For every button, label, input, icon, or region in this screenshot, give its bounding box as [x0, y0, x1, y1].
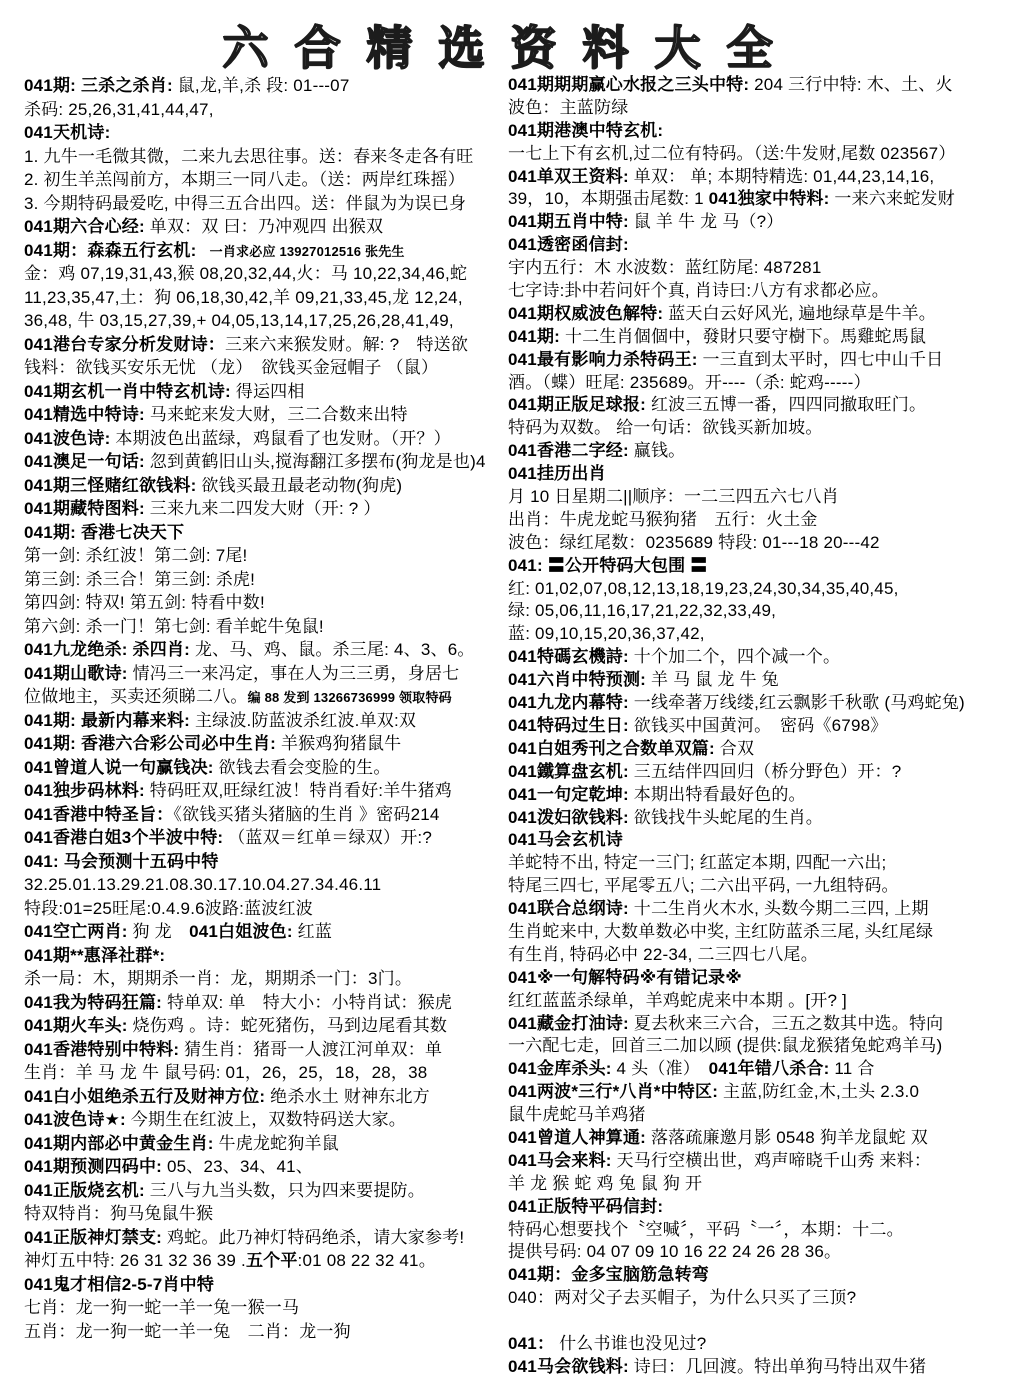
line-heading-segment: 041泼妇欲钱料:	[508, 807, 629, 827]
line-text-segment: 落落疏廉邀月影 0548 狗羊龙鼠蛇 双	[646, 1127, 928, 1147]
text-line	[24, 1132, 506, 1156]
line-text-segment: 今期生在红波上，双数特码送大家。	[125, 1110, 406, 1129]
text-line	[508, 578, 1021, 601]
text-line	[24, 286, 506, 310]
line-heading-segment: 五个平	[245, 1251, 298, 1270]
line-text-segment: 生肖：羊 马 龙 牛 鼠号码: 01，26，25，18，28，38	[24, 1063, 428, 1082]
line-heading-segment: 041挂历出肖	[508, 464, 606, 484]
line-text-segment: 马来蛇来发大财，三二合数来出特	[144, 405, 408, 424]
text-line	[24, 991, 506, 1015]
text-line	[24, 873, 506, 897]
line-text-segment: 蓝天白云好风光, 遍地绿草是牛羊。	[663, 303, 937, 323]
line-text-segment: :01 08 22 32 41。	[297, 1251, 436, 1270]
line-text-segment: 一肖求必应 13927012516 张先生	[196, 243, 405, 259]
line-heading-segment: 041：	[508, 1333, 555, 1353]
line-heading-segment: 041我为特码狂篇:	[24, 992, 163, 1012]
text-line	[24, 756, 506, 780]
line-text-segment: 狗 龙	[127, 922, 190, 941]
line-text-segment: 位做地主，买卖还须睇二八。	[24, 687, 248, 706]
text-line	[24, 1296, 506, 1320]
line-text-segment: 杀一局：木，期期杀一肖：龙，期期杀一门：3门。	[24, 969, 413, 988]
text-line	[24, 803, 506, 827]
line-text-segment: 生肖蛇来中, 大数单数必中奖, 主红防蓝杀三尾, 头红尾绿	[508, 921, 934, 941]
line-heading-segment: 041最有影响力杀特码王:	[508, 349, 698, 369]
page-title: 六合精选资料大全	[222, 22, 799, 74]
text-line	[508, 829, 1021, 852]
line-heading-segment: 041香港二字经:	[508, 441, 629, 461]
line-heading-segment: 041白姐波色:	[189, 922, 293, 941]
text-line	[508, 646, 1021, 669]
line-text-segment: 金：鸡 07,19,31,43,猴 08,20,32,44,火：马 10,22,34,46,蛇	[24, 264, 468, 283]
text-line	[508, 120, 1021, 143]
text-line	[508, 280, 1021, 303]
text-line	[508, 1104, 1021, 1127]
line-text-segment: 钱料：欲钱买安乐无忧 （龙） 欲钱买金冠帽子 （鼠）	[24, 358, 439, 377]
text-line	[508, 1310, 1021, 1333]
line-text-segment: 三五结伴四回归（桥分野色）开：?	[628, 761, 902, 781]
text-line	[24, 74, 506, 98]
line-text-segment: 主蓝,防红金,木,土头 2.3.0	[718, 1082, 920, 1102]
text-line	[508, 852, 1021, 875]
text-line	[24, 521, 506, 545]
text-line	[24, 1155, 506, 1179]
line-text-segment: 05、23、34、41、	[162, 1157, 313, 1176]
text-line	[24, 568, 506, 592]
text-line	[24, 1273, 506, 1297]
text-line	[508, 967, 1021, 990]
text-line	[24, 1179, 506, 1203]
line-text-segment: 羊 龙 猴 蛇 鸡 兔 鼠 狗 开	[508, 1173, 703, 1193]
line-heading-segment: 041鬼才相信2-5-7肖中特	[24, 1274, 215, 1294]
line-heading-segment: 041天机诗:	[24, 123, 111, 142]
line-text-segment: 特尾三四七, 平尾零五八; 二六出平码, 一九组特码。	[508, 876, 899, 896]
line-text-segment: 36,48, 牛 03,15,27,39,+ 04,05,13,14,17,25,26,28,41,49,	[24, 311, 454, 330]
line-heading-segment: 041六肖中特预测:	[508, 670, 647, 690]
line-text-segment: 十个加二个，四个减一个。	[628, 647, 841, 667]
line-text-segment: 羊猴鸡狗猪鼠牛	[276, 734, 402, 753]
line-heading-segment: 041期: 香港七决天下	[24, 522, 185, 542]
text-line	[24, 1249, 506, 1273]
line-text-segment: 蓝: 09,10,15,20,36,37,42,	[508, 624, 705, 644]
text-line	[508, 440, 1021, 463]
line-heading-segment: 041一句定乾坤:	[508, 784, 629, 804]
line-heading-segment: 041期藏特图料:	[24, 499, 145, 518]
content-columns	[0, 74, 1021, 1379]
line-heading-segment: 041期: 香港六合彩公司必中生肖:	[24, 734, 277, 753]
line-heading-segment: 041期六合心经:	[24, 217, 145, 236]
line-text-segment: 宇内五行：木 水波数：蓝红防尾: 487281	[508, 258, 822, 278]
line-text-segment: 040：两对父子去买帽子，为什么只买了三顶?	[508, 1288, 857, 1308]
line-text-segment: 龙、马、鸡、鼠。杀三尾: 4、3、6。	[190, 640, 475, 659]
text-line	[24, 121, 506, 145]
text-line	[24, 944, 506, 968]
line-text-segment: 本期波色出蓝绿，鸡鼠看了也发财。（开？）	[110, 428, 451, 448]
line-text-segment: 第四剑: 特双! 第五剑: 特看中数!	[24, 593, 265, 612]
text-line	[508, 349, 1021, 372]
line-text-segment: 绿: 05,06,11,16,17,21,22,32,33,49,	[508, 601, 777, 621]
line-text-segment: 32.25.01.13.29.21.08.30.17.10.04.27.34.46.11	[24, 875, 382, 894]
text-line	[508, 669, 1021, 692]
line-text-segment: 波色：绿红尾数：0235689 特段: 01---18 20---42	[508, 532, 880, 552]
line-heading-segment: 041精选中特诗:	[24, 405, 145, 424]
text-line	[24, 1014, 506, 1038]
text-line	[508, 326, 1021, 349]
text-line	[508, 1196, 1021, 1219]
text-line	[508, 188, 1021, 211]
line-text-segment: 一线牵著万线缕,红云飘影千秋歌 (马鸡蛇兔)	[628, 693, 965, 713]
line-heading-segment: 041期玄机一肖中特玄机诗:	[24, 381, 231, 401]
text-line	[508, 486, 1021, 509]
line-heading-segment: 041藏金打油诗:	[508, 1013, 629, 1033]
line-text-segment: 第六剑: 杀一门！第七剑: 看羊蛇牛兔鼠!	[24, 616, 324, 636]
line-heading-segment: 041特码过生日:	[508, 715, 629, 735]
line-heading-segment: 041期：金多宝脑筋急转弯	[508, 1265, 709, 1285]
line-text-segment: 一六配七走，回首三二加以顾 (提供:鼠龙猴猪兔蛇鸡羊马)	[508, 1036, 943, 1056]
text-line	[508, 1081, 1021, 1104]
line-text-segment: 单双： 单; 本期特精选: 01,44,23,14,16,	[628, 166, 935, 186]
text-line	[508, 761, 1021, 784]
line-text-segment: 红红蓝蓝杀绿单，羊鸡蛇虎来中本期 。[开? ]	[508, 990, 847, 1010]
line-text-segment: 特码心想要找个〝空喊〞，平码〝一〞，本期：十二。	[508, 1219, 904, 1239]
line-heading-segment: 041独家中特料:	[708, 189, 830, 209]
text-line	[508, 1219, 1021, 1242]
line-text-segment: 欲钱买中国黄河。 密码《6798》	[628, 715, 888, 735]
text-line	[508, 1287, 1021, 1310]
text-line	[508, 875, 1021, 898]
text-line	[24, 474, 506, 498]
line-text-segment: 赢钱。	[628, 441, 686, 461]
line-text-segment: 烧伤鸡 。诗：蛇死猪伤，马到边尾看其数	[127, 1016, 448, 1035]
line-heading-segment: 041九龙绝杀: 杀四肖:	[24, 640, 191, 659]
text-line	[24, 380, 506, 404]
line-heading-segment: 041期正版足球报:	[508, 395, 647, 415]
text-line	[508, 898, 1021, 921]
line-heading-segment: 041曾道人神算通:	[508, 1127, 647, 1147]
line-heading-segment: 041: 〓公开特码大包围 〓	[508, 555, 708, 575]
line-heading-segment: 041联合总纲诗:	[508, 899, 629, 919]
text-line	[508, 303, 1021, 326]
text-line	[508, 532, 1021, 555]
line-text-segment: 4 头（准）	[611, 1059, 709, 1079]
text-line	[24, 1320, 506, 1344]
line-text-segment: 鼠牛虎蛇马羊鸡猪	[508, 1105, 646, 1125]
line-text-segment: 特单双: 单 特大小：小特肖试：猴虎	[162, 992, 452, 1012]
line-heading-segment: 041曾道人说一句赢钱决:	[24, 757, 214, 777]
line-text-segment: 十二生肖火木水, 头数今期二三四, 上期	[628, 899, 929, 919]
line-heading-segment: 041香港特别中特料:	[24, 1039, 180, 1059]
line-heading-segment: 041期权威波色解特:	[508, 303, 664, 323]
line-text-segment: 第一剑: 杀红波！第二剑: 7尾!	[24, 546, 248, 565]
line-heading-segment: 041香港中特圣旨：	[24, 804, 174, 824]
text-line	[24, 1085, 506, 1109]
text-line	[508, 715, 1021, 738]
line-text-segment: 鸡蛇。此乃神灯特码绝杀，请大家参考!	[162, 1227, 465, 1247]
line-text-segment: 特段:01=25旺尾:0.4.9.6波路:蓝波红波	[24, 898, 313, 918]
text-line	[508, 623, 1021, 646]
text-line	[508, 807, 1021, 830]
text-line	[508, 394, 1021, 417]
text-line	[24, 685, 506, 709]
line-text-segment: 2. 初生羊羔闯前方，本期三一同八走。（送：两岸红珠摇）	[24, 170, 465, 189]
line-text-segment: 天马行空横出世，鸡声啼晓千山秀 来料：	[611, 1150, 932, 1170]
text-line	[508, 990, 1021, 1013]
line-text-segment: 特双特肖：狗马兔鼠牛猴	[24, 1204, 214, 1223]
line-text-segment: 11,23,35,47,土：狗 06,18,30,42,羊 09,21,33,45,龙 12,24,	[24, 287, 463, 307]
line-heading-segment: 041期:	[508, 326, 561, 346]
text-line	[508, 1035, 1021, 1058]
text-line	[24, 1202, 506, 1226]
line-heading-segment: 041期期期赢心水报之三头中特:	[508, 75, 750, 94]
line-text-segment: 红波三五博一番，四四同撤取旺门。	[646, 395, 927, 415]
text-line	[508, 509, 1021, 532]
line-text-segment: 一七上下有玄机,过二位有特码。（送:牛发财,尾数 023567）	[508, 143, 956, 163]
line-text-segment: 特码为双数。 给一句话：欲钱买新加坡。	[508, 418, 823, 438]
line-heading-segment: 041金库杀头:	[508, 1059, 612, 1079]
line-text-segment: 合双	[714, 738, 755, 758]
line-text-segment: 39，10，本期强击尾数: 1	[508, 189, 709, 209]
line-text-segment: 牛虎龙蛇狗羊鼠	[213, 1133, 339, 1153]
line-heading-segment: 041空亡两肖:	[24, 922, 128, 941]
line-text-segment: 红蓝	[292, 922, 333, 941]
text-line	[24, 1226, 506, 1250]
text-line	[508, 1013, 1021, 1036]
line-heading-segment: 041马会欲钱料:	[508, 1356, 629, 1376]
line-heading-segment: 041期**惠泽社群*:	[24, 945, 166, 965]
line-heading-segment: 041单双王资料:	[508, 166, 629, 186]
line-text-segment: 鼠,龙,羊,杀 段: 01---07	[172, 76, 350, 95]
line-text-segment: 七肖：龙一狗一蛇一羊一兔一猴一马	[24, 1298, 300, 1317]
text-line	[24, 544, 506, 568]
line-text-segment: 七字诗:卦中若问奸个真, 肖诗曰:八方有求都必应。	[508, 281, 889, 301]
text-line	[24, 168, 506, 192]
line-heading-segment: 041正版神灯禁支:	[24, 1227, 163, 1247]
line-text-segment: 红: 01,02,07,08,12,13,18,19,23,24,30,34,35,40,45,	[508, 578, 899, 598]
text-line	[508, 211, 1021, 234]
line-text-segment: 204 三行中特: 木、土、火	[749, 75, 953, 94]
text-line	[508, 372, 1021, 395]
text-line	[508, 1150, 1021, 1173]
line-text-segment: 绝杀水土 财神东北方	[265, 1086, 430, 1106]
text-line	[508, 143, 1021, 166]
line-heading-segment: 041波色诗★:	[24, 1110, 126, 1129]
text-line	[24, 145, 506, 169]
line-heading-segment: 041期预测四码中:	[24, 1157, 163, 1176]
text-line	[508, 1173, 1021, 1196]
text-line	[24, 239, 506, 263]
text-line	[24, 615, 506, 639]
text-line	[508, 417, 1021, 440]
text-line	[24, 192, 506, 216]
line-heading-segment: 041期港澳中特玄机:	[508, 120, 664, 140]
line-heading-segment: 041鐵算盘玄机:	[508, 761, 629, 781]
text-line	[24, 662, 506, 686]
text-line	[24, 309, 506, 333]
line-heading-segment: 041两波*三行*八肖*中特区:	[508, 1082, 719, 1102]
line-heading-segment: 041期五肖中特:	[508, 212, 629, 232]
line-text-segment: 1. 九牛一毛微其微，二来九去思往事。送：春来冬走各有旺	[24, 146, 474, 166]
text-line	[24, 920, 506, 944]
text-line	[508, 555, 1021, 578]
text-line	[508, 600, 1021, 623]
text-line	[24, 262, 506, 286]
line-heading-segment: 041期: 三杀之杀肖:	[24, 76, 173, 95]
left-column	[24, 74, 506, 1343]
right-column	[506, 74, 1021, 1379]
text-line	[508, 921, 1021, 944]
text-line	[508, 738, 1021, 761]
text-line	[508, 74, 1021, 97]
line-heading-segment: 041马会来料:	[508, 1150, 612, 1170]
line-heading-segment: 041香港白姐3个半波中特:	[24, 828, 224, 847]
line-text-segment: 情冯三一来冯定，事在人为三三勇，身居七	[127, 663, 460, 683]
line-text-segment: 一来六来蛇发财	[829, 189, 955, 209]
line-text-segment: 猜生肖：猪哥一人渡江河单双：单	[179, 1039, 443, 1059]
line-text-segment: 忽到黄鹤旧山头,搅海翻江多摆布(狗龙是也)4	[144, 452, 486, 471]
text-line	[24, 779, 506, 803]
text-line	[508, 1264, 1021, 1287]
line-text-segment: 欲钱买最丑最老动物(狗虎)	[196, 475, 403, 495]
line-text-segment: 提供号码: 04 07 09 10 16 22 24 26 28 36。	[508, 1242, 842, 1262]
text-line	[508, 1356, 1021, 1379]
line-heading-segment: 041期火车头:	[24, 1016, 128, 1035]
line-text-segment: 夏去秋来三六合，三五之数其中选。特向	[628, 1013, 944, 1033]
line-heading-segment: 041特碼玄機詩:	[508, 647, 629, 667]
text-line	[508, 692, 1021, 715]
text-line	[508, 463, 1021, 486]
line-heading-segment: 041期: 最新内幕来料:	[24, 710, 191, 730]
text-line	[24, 333, 506, 357]
text-line	[24, 897, 506, 921]
text-line	[24, 1108, 506, 1132]
line-heading-segment: 041期三怪赌红欲钱料:	[24, 475, 197, 495]
line-text-segment: 诗曰：几回渡。特出单狗马特出双牛猪	[628, 1356, 927, 1376]
text-line	[24, 497, 506, 521]
line-text-segment: 鼠 羊 牛 龙 马（?）	[628, 212, 784, 232]
line-heading-segment: 041九龙内幕特:	[508, 693, 629, 713]
text-line	[508, 944, 1021, 967]
text-line	[24, 98, 506, 122]
line-heading-segment: 041白姐秀刊之合数单双篇:	[508, 738, 715, 758]
text-line	[24, 826, 506, 850]
line-text-segment: 三来六来猴发财。解: ? 特送欲	[224, 334, 469, 354]
line-text-segment: 月 10 日星期二||顺序：一二三四五六七八肖	[508, 487, 839, 507]
line-heading-segment: 041: 马会预测十五码中特	[24, 851, 219, 871]
line-heading-segment: 041期：森森五行玄机:	[24, 240, 197, 260]
line-heading-segment: 041独步码林料:	[24, 781, 145, 800]
line-text-segment: 五肖：龙一狗一蛇一羊一兔 二肖：龙一狗	[24, 1321, 351, 1341]
line-heading-segment: 041白小姐绝杀五行及财神方位:	[24, 1086, 266, 1106]
text-line	[508, 1241, 1021, 1264]
text-line	[24, 403, 506, 427]
line-heading-segment: 041澳足一句话:	[24, 452, 145, 471]
line-text-segment: 十二生肖個個中，發財只要守樹下。馬雞蛇馬鼠	[560, 326, 927, 346]
text-line	[508, 166, 1021, 189]
line-text-segment: 11 合	[829, 1059, 875, 1079]
line-heading-segment: 041波色诗:	[24, 428, 111, 448]
line-text-segment: 得运四相	[230, 381, 305, 401]
line-text-segment: 欲钱找牛头蛇尾的生肖。	[628, 807, 823, 827]
line-text-segment: 出肖：牛虎龙蛇马猴狗猪 五行：火土金	[508, 509, 818, 529]
line-text-segment: 什么书谁也没见过?	[554, 1333, 707, 1353]
line-text-segment: 一三直到太平时，四七中山千日	[697, 349, 944, 369]
line-text-segment: 羊蛇特不出, 特定一三门; 红蓝定本期, 四配一六出;	[508, 853, 887, 873]
text-line	[24, 450, 506, 474]
text-line	[24, 732, 506, 756]
text-line	[24, 1038, 506, 1062]
line-heading-segment: 041透密函信封:	[508, 235, 629, 255]
text-line	[24, 967, 506, 991]
line-heading-segment: 041※一句解特码※有错记录※	[508, 967, 742, 987]
line-heading-segment: 041正版特平码信封:	[508, 1196, 664, 1216]
text-line	[508, 784, 1021, 807]
line-text-segment: 特码旺双,旺绿红波！特肖看好:羊牛猪鸡	[144, 781, 452, 800]
line-text-segment: 第三剑: 杀三合！第三剑: 杀虎!	[24, 569, 256, 589]
line-text-segment: 三来九来二四发大财（开: ? ）	[144, 499, 381, 518]
line-heading-segment: 041期内部必中黄金生肖:	[24, 1133, 214, 1153]
text-line	[508, 97, 1021, 120]
line-heading-segment: 041期山歌诗:	[24, 663, 128, 683]
line-text-segment: 神灯五中特: 26 31 32 36 39 .	[24, 1251, 246, 1270]
line-text-segment: 编 88 发到 13266736999 领取特码	[247, 690, 452, 705]
line-text-segment: 有生肖, 特码必中 22-34, 二三四七八尾。	[508, 944, 818, 964]
text-line	[508, 234, 1021, 257]
text-line	[24, 1061, 506, 1085]
line-text-segment: 《欲钱买猪头猪脑的生肖 》密码214	[173, 804, 440, 824]
line-text-segment: 单双：双 曰：乃冲观四 出猴双	[144, 217, 384, 236]
text-line	[24, 356, 506, 380]
text-line	[508, 1058, 1021, 1081]
line-text-segment: 本期出特看最好色的。	[628, 784, 806, 804]
line-text-segment: （蓝双＝红单＝绿双）开:?	[223, 828, 432, 847]
line-text-segment: 波色：主蓝防绿	[508, 97, 629, 117]
text-line	[24, 591, 506, 615]
line-text-segment: 主绿波.防蓝波杀红波.单双:双	[190, 710, 417, 730]
line-text-segment: 三八与九当头数，只为四来要提防。	[144, 1180, 425, 1200]
line-heading-segment: 041港台专家分析发财诗：	[24, 334, 225, 354]
line-text-segment: 3. 今期特码最爱吃, 中得三五合出四。送：伴鼠为为误已身	[24, 193, 467, 213]
text-line	[508, 1127, 1021, 1150]
text-line	[508, 1333, 1021, 1356]
line-text-segment: 羊 马 鼠 龙 牛 兔	[646, 670, 779, 690]
line-text-segment: 杀码: 25,26,31,41,44,47,	[24, 99, 214, 119]
text-line	[24, 427, 506, 451]
line-heading-segment: 041年错八杀合:	[708, 1059, 830, 1079]
text-line	[24, 638, 506, 662]
text-line	[24, 709, 506, 733]
line-text-segment: 酒。（蝶）旺尾: 235689。开----（杀: 蛇鸡-----）	[508, 372, 871, 392]
line-text-segment: 欲钱去看会变脸的生。	[213, 757, 391, 777]
text-line	[508, 257, 1021, 280]
line-heading-segment: 041马会玄机诗	[508, 830, 623, 850]
text-line	[24, 215, 506, 239]
line-heading-segment: 041正版烧玄机:	[24, 1180, 145, 1200]
text-line	[24, 850, 506, 874]
